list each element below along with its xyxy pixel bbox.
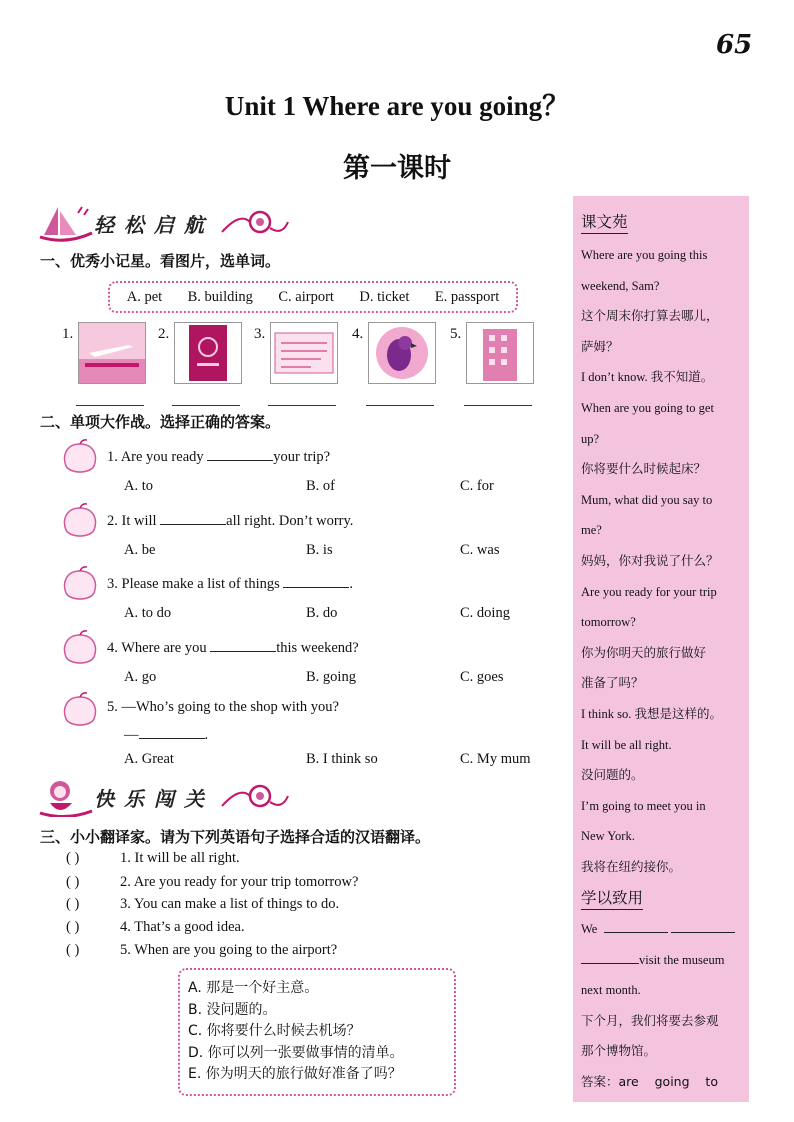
picture-number: 4. bbox=[352, 326, 364, 342]
question-text: your trip? bbox=[273, 449, 331, 465]
answer-blank[interactable] bbox=[210, 637, 276, 652]
translation-item bbox=[66, 874, 358, 891]
ticket-icon bbox=[270, 322, 338, 384]
word-option: B. building bbox=[187, 288, 253, 305]
option-b[interactable]: B. of bbox=[306, 478, 335, 494]
building-icon bbox=[466, 322, 534, 384]
option-c[interactable]: C. for bbox=[460, 478, 494, 494]
peach-icon bbox=[60, 565, 100, 603]
answer-line[interactable] bbox=[76, 404, 144, 406]
sidebar-line: I don’t know. 我不知道。 bbox=[581, 370, 714, 385]
option-c[interactable]: C. doing bbox=[460, 605, 510, 621]
answer-paren[interactable]: ( ) bbox=[66, 942, 80, 958]
question-text: 5. —Who’s going to the shop with you? bbox=[107, 699, 339, 715]
sidebar-title-apply: 学以致用 bbox=[581, 886, 643, 910]
page-number: 65 bbox=[716, 30, 753, 60]
section1-heading: 一、优秀小记星。看图片，选单词。 bbox=[40, 252, 281, 270]
peach-icon bbox=[60, 502, 100, 540]
question-text: . bbox=[349, 576, 354, 592]
translation-item bbox=[66, 919, 245, 936]
swirl-flower-icon bbox=[220, 208, 290, 238]
option-a[interactable]: A. be bbox=[124, 542, 156, 558]
section2-heading: 二、单项大作战。选择正确的答案。 bbox=[40, 413, 281, 431]
sidebar-line: 我将在纽约接你。 bbox=[581, 858, 682, 874]
sidebar-line: 你为你明天的旅行做好 bbox=[581, 644, 707, 660]
question-text: this weekend? bbox=[276, 640, 359, 656]
sidebar-line: weekend, Sam? bbox=[581, 278, 660, 293]
question-text: . bbox=[204, 727, 209, 743]
banner-text: 轻松启航 bbox=[94, 212, 214, 237]
sidebar-line: I’m going to meet you in bbox=[581, 798, 706, 813]
sailboat-icon bbox=[38, 203, 94, 243]
option-b[interactable]: B. going bbox=[306, 669, 356, 685]
word-option: D. ticket bbox=[359, 288, 410, 305]
picture-number: 3. bbox=[254, 326, 266, 342]
sentence: 5. When are you going to the airport? bbox=[120, 942, 338, 958]
answer-paren[interactable]: ( ) bbox=[66, 850, 80, 866]
picture-number: 5. bbox=[450, 326, 462, 342]
banner-relaxed-start bbox=[38, 200, 290, 246]
option-c[interactable]: C. was bbox=[460, 542, 500, 558]
sidebar-text-block bbox=[581, 240, 747, 882]
sidebar-exercise bbox=[581, 914, 747, 1098]
answer-blank[interactable] bbox=[604, 920, 668, 933]
option-a[interactable]: A. go bbox=[124, 669, 157, 685]
answer-paren[interactable]: ( ) bbox=[66, 896, 80, 912]
sentence: 3. You can make a list of things to do. bbox=[120, 896, 340, 912]
sidebar-line: 没问题的。 bbox=[581, 767, 644, 783]
sidebar-line: 萨姆？ bbox=[581, 338, 619, 354]
sentence: 4. That’s a good idea. bbox=[120, 919, 245, 935]
sidebar-line: Mum, what did you say to bbox=[581, 492, 713, 507]
peach-icon bbox=[60, 629, 100, 667]
sidebar-line: 准备了吗？ bbox=[581, 675, 644, 691]
word-bank bbox=[108, 281, 518, 313]
sidebar-line: It will be all right. bbox=[581, 737, 672, 752]
choice: B. 没问题的。 bbox=[188, 1001, 277, 1018]
choice: C. 你将要什么时候去机场？ bbox=[188, 1023, 361, 1039]
translation-item bbox=[66, 896, 339, 913]
exercise-text: 下个月，我们将要去参观 bbox=[581, 1012, 719, 1028]
sidebar-title-text-garden: 课文苑 bbox=[581, 210, 628, 234]
peach-icon bbox=[60, 438, 100, 476]
dash: — bbox=[124, 727, 139, 743]
answer-line[interactable] bbox=[366, 404, 434, 406]
exercise-text: visit the museum bbox=[639, 952, 725, 967]
airport-icon bbox=[78, 322, 146, 384]
sidebar-line: me? bbox=[581, 523, 602, 538]
lesson-subtitle: 第一课时 bbox=[343, 153, 451, 184]
sidebar-line: Are you ready for your trip bbox=[581, 584, 717, 599]
answer-line[interactable] bbox=[172, 404, 240, 406]
option-b[interactable]: B. I think so bbox=[306, 751, 378, 767]
option-a[interactable]: A. to bbox=[124, 478, 153, 494]
sidebar-line: 这个周末你打算去哪儿， bbox=[581, 308, 719, 324]
translation-item bbox=[66, 850, 240, 867]
swirl-flower-icon bbox=[220, 782, 290, 812]
question-text: 2. It will bbox=[107, 513, 161, 529]
answer-key: 答案：are going to bbox=[581, 1073, 718, 1089]
banner-text: 快乐闯关 bbox=[94, 786, 214, 811]
section3-heading: 三、小小翻译家。请为下列英语句子选择合适的汉语翻译。 bbox=[40, 828, 431, 846]
option-c[interactable]: C. goes bbox=[460, 669, 504, 685]
sidebar-line: New York. bbox=[581, 829, 635, 844]
choice: E. 你为明天的旅行做好准备了吗？ bbox=[188, 1066, 402, 1082]
answer-blank[interactable] bbox=[160, 510, 226, 525]
banner-happy-challenge bbox=[38, 774, 290, 820]
monkey-king-icon bbox=[38, 777, 94, 817]
question-text: 4. Where are you bbox=[107, 640, 211, 656]
option-a[interactable]: A. to do bbox=[124, 605, 172, 621]
exercise-text: next month. bbox=[581, 983, 641, 998]
option-b[interactable]: B. is bbox=[306, 542, 333, 558]
answer-blank[interactable] bbox=[283, 573, 349, 588]
answer-paren[interactable]: ( ) bbox=[66, 919, 80, 935]
answer-paren[interactable]: ( ) bbox=[66, 874, 80, 890]
option-a[interactable]: A. Great bbox=[124, 751, 174, 767]
sidebar-line: Where are you going this bbox=[581, 248, 708, 262]
translation-choices-box bbox=[178, 968, 456, 1096]
sidebar-line: When are you going to get bbox=[581, 400, 714, 415]
option-b[interactable]: B. do bbox=[306, 605, 338, 621]
answer-blank[interactable] bbox=[671, 920, 735, 933]
answer-line[interactable] bbox=[464, 404, 532, 406]
page-title: Unit 1 Where are you going？ bbox=[224, 91, 570, 121]
sentence: 1. It will be all right. bbox=[120, 850, 240, 866]
passport-icon bbox=[174, 322, 242, 384]
answer-blank[interactable] bbox=[207, 446, 273, 461]
sentence: 2. Are you ready for your trip tomorrow? bbox=[120, 874, 359, 890]
question-text: 3. Please make a list of things bbox=[107, 576, 284, 592]
question-text: 1. Are you ready bbox=[107, 449, 208, 465]
choice: A. 那是一个好主意。 bbox=[188, 980, 319, 996]
option-c[interactable]: C. My mum bbox=[460, 751, 531, 767]
word-option: A. pet bbox=[126, 288, 163, 305]
sidebar-line: I think so. 我想是这样的。 bbox=[581, 706, 722, 721]
sidebar-line: up? bbox=[581, 431, 600, 446]
picture-number: 2. bbox=[158, 326, 170, 342]
word-option: E. passport bbox=[434, 288, 500, 305]
answer-blank[interactable] bbox=[581, 951, 639, 964]
picture-row bbox=[62, 322, 542, 412]
sidebar-panel bbox=[573, 196, 749, 1102]
exercise-text: We bbox=[581, 922, 598, 936]
choice: D. 你可以列一张要做事情的清单。 bbox=[188, 1044, 404, 1061]
parrot-pet-icon bbox=[368, 322, 436, 384]
sidebar-line: 你将要什么时候起床？ bbox=[581, 461, 707, 477]
word-option: C. airport bbox=[278, 288, 334, 305]
answer-line[interactable] bbox=[268, 404, 336, 406]
question-text: all right. Don’t worry. bbox=[226, 513, 354, 529]
picture-number: 1. bbox=[62, 326, 74, 342]
translation-item bbox=[66, 942, 337, 959]
exercise-text: 那个博物馆。 bbox=[581, 1043, 657, 1059]
answer-blank[interactable] bbox=[139, 724, 205, 739]
sidebar-line: tomorrow? bbox=[581, 615, 636, 630]
peach-icon bbox=[60, 691, 100, 729]
sidebar-line: 妈妈，你对我说了什么？ bbox=[581, 552, 719, 568]
